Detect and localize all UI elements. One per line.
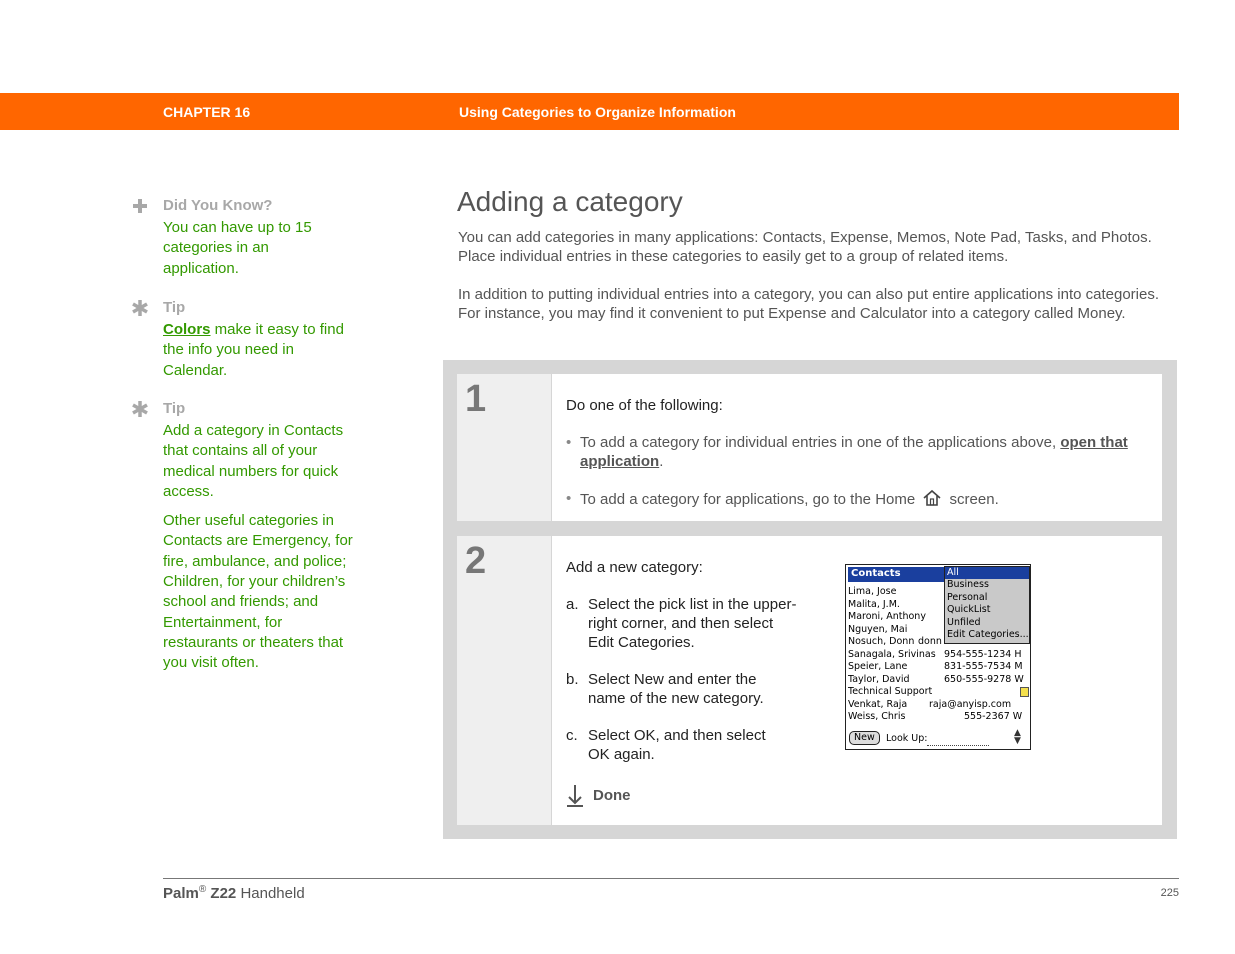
contact-value: 954-555-1234 H	[944, 648, 1022, 660]
footer-divider	[163, 878, 1179, 879]
step-1-number-cell	[457, 374, 551, 521]
contact-row[interactable]: Nguyen, Mai	[848, 623, 908, 635]
new-button[interactable]: New	[849, 731, 880, 745]
open-app-link[interactable]: open that application	[580, 434, 1128, 470]
step-1-number: 1	[465, 378, 487, 420]
step-2-intro: Add a new category:	[566, 559, 703, 576]
contact-row[interactable]: Malita, J.M.	[848, 598, 900, 610]
contact-row[interactable]: Nosuch, Donn	[848, 636, 915, 647]
chapter-label: CHAPTER 16	[163, 104, 251, 120]
step-2-number: 2	[465, 540, 487, 582]
category-pick-list[interactable]	[944, 566, 1030, 644]
contact-row[interactable]: Sanagala, Srivinas	[848, 648, 936, 660]
note-icon	[1020, 687, 1029, 697]
down-arrow-icon	[566, 784, 584, 813]
contact-row[interactable]: Taylor, David	[848, 673, 910, 685]
contact-value: 831-555-7534 M	[944, 661, 1023, 672]
tip-contacts-text-2: Other useful categories in Contacts are Emergency, for fire, ambulance, and police; Children, for your children’s school and friends; and Entertainment, for restaurants or theaters that you visit often.	[163, 512, 353, 672]
tip-heading: Tip	[130, 399, 360, 419]
did-you-know-heading: Did You Know?	[130, 196, 360, 216]
contact-row[interactable]: Venkat, Raja	[848, 698, 908, 710]
substep-b-label: b.	[566, 671, 579, 688]
substep-a-text: Select the pick list in the upper-right corner, and then select Edit Categories.	[588, 596, 797, 651]
lookup-label: Look Up:	[886, 733, 928, 744]
contact-value: 555-2367 W	[964, 711, 1023, 722]
asterisk-icon	[130, 298, 152, 318]
tip-heading: Tip	[130, 298, 360, 318]
plus-icon	[130, 196, 152, 216]
tip-colors-box	[130, 298, 360, 381]
page-number: 225	[1160, 887, 1179, 899]
step-1-intro: Do one of the following:	[566, 397, 723, 414]
contact-row[interactable]: Maroni, Anthony	[848, 611, 926, 622]
page-title: Adding a category	[457, 186, 683, 217]
home-icon	[922, 489, 942, 512]
lookup-field[interactable]	[927, 745, 989, 746]
tip-contacts-text: Add a category in Contacts that contains all of your medical numbers for quick access.	[163, 422, 344, 500]
contact-value: 650-555-9278 W	[944, 673, 1024, 685]
did-you-know-box	[130, 196, 360, 279]
contacts-title: Contacts	[848, 567, 946, 581]
footer-product: Palm® Z22 Handheld	[163, 884, 305, 902]
contact-row[interactable]: Technical Support	[848, 686, 933, 697]
intro-paragraph-1: You can add categories in many applications: Contacts, Expense, Memos, Note Pad, Tasks, and Photos. Place individual entries in these categories to easily get to a group of related items.	[458, 229, 1152, 265]
contact-row[interactable]: Lima, Jose	[848, 586, 897, 597]
step-1-bullet-1: • To add a category for individual entries in one of the applications above, open that application.	[566, 434, 1128, 470]
colors-link[interactable]: Colors	[163, 321, 211, 338]
tip-contacts-box	[130, 399, 360, 674]
substep-c-text: Select OK, and then select OK again.	[588, 727, 766, 763]
substep-c-label: c.	[566, 727, 578, 744]
substep-a-label: a.	[566, 596, 579, 613]
category-option[interactable]: Business	[947, 579, 989, 591]
done-label: Done	[593, 787, 631, 804]
substep-b-text: Select New and enter the name of the new category.	[588, 671, 764, 707]
step-1-content	[552, 374, 1162, 521]
intro-paragraph-2: In addition to putting individual entries into a category, you can also put entire applications into categories. For instance, you may find it convenient to put Expense and Calculator into a category called Money.	[458, 286, 1159, 322]
contacts-screenshot	[845, 564, 1031, 750]
contact-row[interactable]: Weiss, Chris	[848, 711, 906, 722]
contact-value: raja@anyisp.com	[929, 698, 1012, 710]
chapter-title: Using Categories to Organize Information	[459, 104, 736, 120]
contact-row[interactable]: Speier, Lane	[848, 661, 908, 672]
category-option[interactable]: All	[945, 567, 1029, 579]
scroll-arrows-icon[interactable]: ▲ ▼	[1014, 728, 1021, 746]
step-2-number-cell	[457, 536, 551, 825]
edit-categories-option[interactable]: Edit Categories...	[947, 628, 1029, 640]
tip-colors-text: Colors make it easy to find the info you need in Calendar.	[163, 321, 344, 379]
did-you-know-text: You can have up to 15 categories in an application.	[163, 219, 312, 277]
contact-value: donn	[918, 636, 942, 647]
category-option[interactable]: Personal	[947, 591, 988, 603]
step-1-bullet-2: • To add a category for applications, go to the Home screen.	[566, 489, 1151, 512]
category-option[interactable]: Unfiled	[947, 616, 981, 628]
category-option[interactable]: QuickList	[947, 604, 991, 616]
asterisk-icon	[130, 399, 152, 419]
